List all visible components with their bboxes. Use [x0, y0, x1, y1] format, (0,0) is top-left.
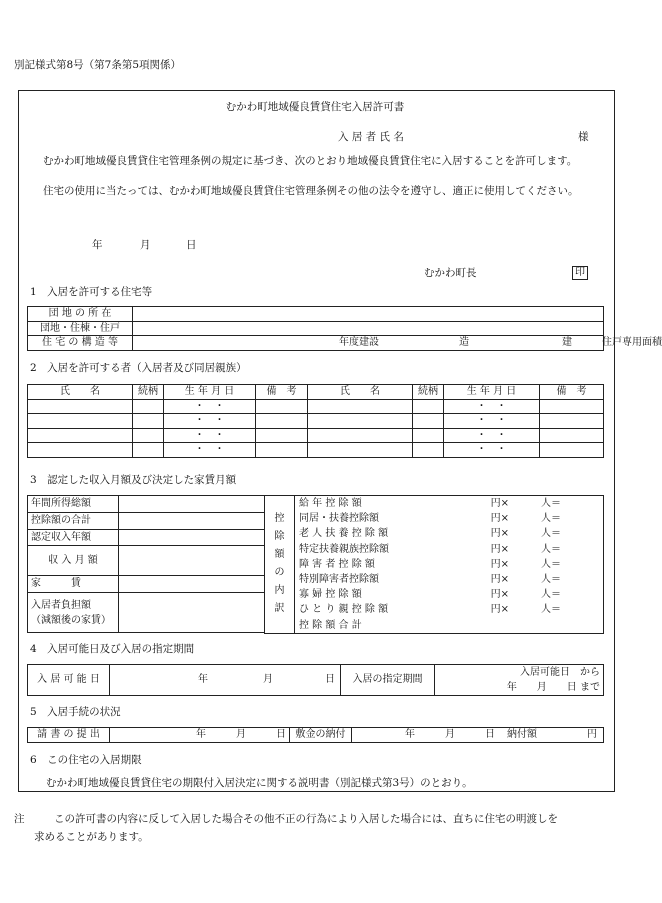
tenant-burden-label — [28, 593, 119, 633]
annual-income-label: 年間所得総額 — [28, 496, 119, 513]
seal — [572, 265, 588, 280]
section4-heading: 4 入居可能日及び入居の指定期間 — [30, 643, 195, 655]
date-year: 年 — [92, 239, 103, 251]
honorific: 様 — [578, 131, 589, 143]
deduction-row — [299, 526, 599, 541]
birthdate-dots: ・ ・ — [444, 414, 540, 429]
deduction-yen: 円× — [490, 558, 509, 570]
housing-table — [27, 306, 662, 351]
residents-table — [27, 384, 604, 458]
date-month: 月 — [140, 239, 151, 251]
col-name-2: 氏 名 — [308, 385, 413, 400]
deposit-value — [352, 728, 604, 743]
vlabel-char: の — [274, 567, 285, 579]
deduction-label: 同居・扶養控除額 — [299, 513, 379, 525]
available-date-label: 入 居 可 能 日 — [28, 665, 110, 696]
rent-label: 家 賃 — [28, 575, 119, 593]
col-notes-2: 備 考 — [540, 385, 604, 400]
deduction-row — [299, 557, 599, 572]
col-birthdate-1: 生 年 月 日 — [164, 385, 256, 400]
deduction-people: 人＝ — [541, 589, 561, 601]
housing-location-label: 団 地 の 所 在 — [28, 307, 133, 322]
available-day: 日 — [325, 674, 335, 686]
table-row — [28, 428, 604, 443]
birthdate-dots: ・ ・ — [444, 399, 540, 414]
body-paragraph-1: むかわ町地域優良賃貸住宅管理条例の規定に基づき、次のとおり地域優良賃貸住宅に入居することを許可します。 — [43, 155, 578, 167]
tenant-burden-line1: 入居者負担額 — [31, 599, 91, 611]
deposit-label: 敷金の納付 — [290, 728, 352, 743]
deduction-people: 人＝ — [541, 604, 561, 616]
structure-type: 造 — [459, 337, 469, 348]
housing-structure-label: 住 宅 の 構 造 等 — [28, 336, 133, 351]
certified-income-label: 認定収入年額 — [28, 529, 119, 546]
period-label: 入居の指定期間 — [341, 665, 435, 696]
vlabel-char: 内 — [274, 585, 285, 597]
deduction-label: ひ と り 親 控 除 額 — [299, 604, 389, 616]
deduction-row — [299, 572, 599, 587]
deduction-breakdown-label — [265, 496, 295, 634]
section6-text: むかわ町地域優良賃貸住宅の期限付入居決定に関する説明書（別記様式第3号）のとおり。 — [46, 777, 473, 789]
available-year: 年 — [198, 674, 208, 686]
resident-name-label: 入 居 者 氏 名 — [338, 131, 404, 143]
body-paragraph-2: 住宅の使用に当たっては、むかわ町地域優良賃貸住宅管理条例その他の法令を遵守し、適正に使用してください。 — [43, 185, 579, 197]
deduction-row — [299, 511, 599, 526]
deduction-yen: 円× — [490, 604, 509, 616]
period-to: 年 月 日 まで — [506, 682, 600, 693]
birthdate-dots: ・ ・ — [444, 428, 540, 443]
birthdate-dots: ・ ・ — [444, 443, 540, 458]
deduction-yen: 円× — [490, 528, 509, 540]
col-name-1: 氏 名 — [28, 385, 133, 400]
housing-unit-value — [133, 321, 604, 336]
section2-heading: 2 入居を許可する者（入居者及び同居親族） — [30, 362, 247, 374]
vlabel-char: 除 — [274, 531, 285, 543]
note-line1: この許可書の内容に反して入居した場合その他不正の行為により入居した場合には、直ちに住宅の明渡しを — [54, 813, 558, 825]
issuer: むかわ町長 — [424, 267, 477, 279]
table-row — [28, 443, 604, 458]
section6-heading: 6 この住宅の入居期限 — [30, 754, 142, 766]
housing-unit-label: 団地・住棟・住戸 — [28, 321, 133, 336]
deduction-row — [299, 602, 599, 617]
deduction-people: 人＝ — [541, 574, 561, 586]
birthdate-dots: ・ ・ — [164, 414, 256, 429]
available-month: 月 — [263, 674, 273, 686]
deduction-label: 寡 婦 控 除 額 — [299, 589, 362, 601]
deduction-total-left-label: 控除額の合計 — [28, 512, 119, 529]
deduction-people: 人＝ — [541, 543, 561, 555]
vlabel-char: 額 — [274, 549, 285, 561]
deduction-yen: 円× — [490, 543, 509, 555]
col-relation-2: 続柄 — [413, 385, 444, 400]
deduction-yen: 円× — [490, 589, 509, 601]
note-label: 注 — [14, 813, 25, 825]
deduction-row — [299, 618, 599, 633]
paid-amount-label: 納付額 — [507, 729, 537, 741]
structure-year-built: 年度建設 — [339, 337, 379, 348]
yen-unit: 円 — [587, 729, 597, 741]
deduction-row — [299, 496, 599, 511]
col-relation-1: 続柄 — [133, 385, 164, 400]
deduction-label: 障 害 者 控 除 額 — [299, 558, 375, 570]
income-table — [27, 495, 604, 634]
deduction-label: 給 年 控 除 額 — [299, 498, 362, 509]
deduction-total-label: 控 除 額 合 計 — [299, 619, 362, 631]
seal-mark: 印 — [572, 266, 588, 280]
deduction-yen: 円× — [490, 498, 509, 509]
deduction-people: 人＝ — [541, 528, 561, 540]
deduction-yen: 円× — [490, 513, 509, 525]
col-birthdate-2: 生 年 月 日 — [444, 385, 540, 400]
vlabel-char: 訳 — [274, 603, 285, 615]
deduction-row — [299, 542, 599, 557]
birthdate-dots: ・ ・ — [164, 428, 256, 443]
deduction-people: 人＝ — [541, 513, 561, 525]
availability-table — [27, 664, 604, 696]
deduction-label: 特別障害者控除額 — [299, 574, 379, 586]
housing-structure-value — [133, 336, 662, 351]
date-day: 日 — [186, 239, 197, 251]
structure-area: 住戸専用面積 — [602, 337, 662, 348]
table-row — [28, 399, 604, 414]
document-title: むかわ町地域優良賃貸住宅入居許可書 — [225, 101, 405, 113]
deduction-label: 特定扶養親族控除額 — [299, 543, 389, 555]
deposit-date: 年 月 日 — [405, 729, 495, 741]
section1-heading: 1 入居を許可する住宅等 — [30, 286, 153, 298]
deduction-people: 人＝ — [541, 558, 561, 570]
structure-floors: 建 — [562, 337, 572, 348]
available-date-value — [110, 665, 341, 696]
deduction-row — [299, 587, 599, 602]
deduction-yen: 円× — [490, 574, 509, 586]
section3-heading: 3 認定した収入月額及び決定した家賃月額 — [30, 474, 237, 486]
deduction-people: 人＝ — [541, 498, 561, 509]
vlabel-char: 控 — [274, 513, 285, 525]
period-from: 入居可能日 から — [520, 667, 600, 678]
col-notes-1: 備 考 — [256, 385, 308, 400]
birthdate-dots: ・ ・ — [164, 399, 256, 414]
monthly-income-label: 収 入 月 額 — [28, 546, 119, 575]
birthdate-dots: ・ ・ — [164, 443, 256, 458]
procedure-table — [27, 727, 604, 743]
submission-date: 年 月 日 — [110, 728, 290, 743]
section5-heading: 5 入居手続の状況 — [30, 706, 121, 718]
period-value — [435, 665, 604, 696]
tenant-burden-line2: （減額後の家賃） — [31, 614, 111, 626]
deduction-label: 老 人 扶 養 控 除 額 — [299, 528, 389, 540]
note-line2: 求めることがあります。 — [34, 831, 149, 843]
submission-label: 請 書 の 提 出 — [28, 728, 110, 743]
deduction-list — [295, 496, 604, 634]
housing-location-value — [133, 307, 604, 322]
table-row — [28, 414, 604, 429]
form-code: 別記様式第8号（第7条第5項関係） — [14, 59, 182, 71]
